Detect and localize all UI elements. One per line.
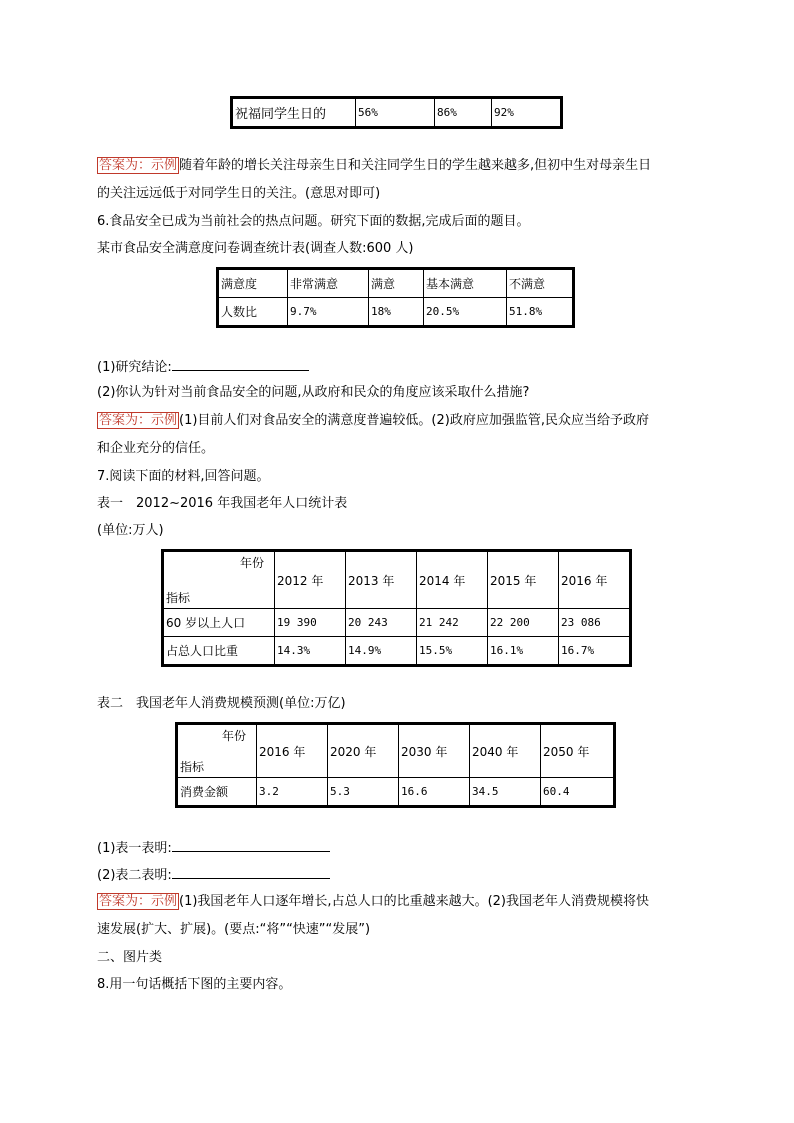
table-header: 2014 年	[417, 551, 488, 609]
answer-5-line-2: 的关注远远低于对同学生日的关注。(意思对即可)	[97, 186, 381, 201]
table-cell: 16.6	[399, 778, 470, 807]
table-cell: 22 200	[488, 609, 559, 637]
table-header: 不满意	[507, 269, 574, 298]
answer-blank	[172, 865, 330, 879]
table-row	[218, 298, 574, 327]
q7-sub-1: (1)表一表明:	[97, 838, 330, 857]
table-cell: 60 岁以上人口	[163, 609, 275, 637]
table2	[175, 722, 616, 808]
q6-table-title: 某市食品安全满意度问卷调查统计表(调查人数:600 人)	[97, 241, 414, 256]
table-row	[163, 609, 631, 637]
table-cell: 86%	[435, 98, 492, 128]
table-header: 满意	[369, 269, 424, 298]
table-cell: 20 243	[346, 609, 417, 637]
table-cell: 15.5%	[417, 637, 488, 666]
table-header: 基本满意	[424, 269, 507, 298]
table-cell: 20.5%	[424, 298, 507, 327]
table-cell: 消费金额	[177, 778, 257, 807]
table-cell: 人数比	[218, 298, 288, 327]
table-row	[177, 778, 615, 807]
answer-blank	[172, 357, 309, 371]
section-heading: 二、图片类	[97, 950, 163, 965]
table1	[161, 549, 632, 667]
table-header: 2013 年	[346, 551, 417, 609]
table-cell: 占总人口比重	[163, 637, 275, 666]
table-cell: 3.2	[257, 778, 328, 807]
table-row	[163, 551, 631, 609]
table-cell: 60.4	[541, 778, 615, 807]
table-cell: 56%	[356, 98, 435, 128]
q6-answer-line-1: 答案为：示例 (1)目前人们对食品安全的满意度普遍较低。(2)政府应加强监管,民众应当给予政府	[99, 413, 649, 428]
table-cell: 5.3	[328, 778, 399, 807]
q6-table	[216, 267, 575, 328]
table-cell: 18%	[369, 298, 424, 327]
table-corner: 年份 指标	[163, 551, 275, 609]
q7-sub-2: (2)表二表明:	[97, 865, 330, 884]
table-row	[218, 269, 574, 298]
table-header: 2016 年	[257, 724, 328, 778]
answer-tag: 答案为：示例	[99, 158, 178, 173]
question-7: 7.阅读下面的材料,回答问题。	[97, 469, 270, 484]
top-table	[230, 96, 563, 129]
q6-answer-line-2: 和企业充分的信任。	[97, 441, 215, 456]
table1-title: 表一 2012~2016 年我国老年人口统计表	[97, 496, 348, 511]
table1-unit: (单位:万人)	[97, 523, 164, 538]
table-cell: 23 086	[559, 609, 631, 637]
table-row	[232, 98, 562, 128]
table-cell: 92%	[492, 98, 562, 128]
table-cell: 9.7%	[288, 298, 369, 327]
table-cell: 16.1%	[488, 637, 559, 666]
question-8: 8.用一句话概括下图的主要内容。	[97, 977, 292, 992]
q7-answer-line-2: 速发展(扩大、扩展)。(要点:“将”“快速”“发展”)	[97, 922, 371, 937]
table-row	[163, 637, 631, 666]
q7-answer-line-1: 答案为：示例 (1)我国老年人口逐年增长,占总人口的比重越来越大。(2)我国老年人消费规模将快	[99, 894, 649, 909]
table-header: 2050 年	[541, 724, 615, 778]
table-cell: 34.5	[470, 778, 541, 807]
table-header: 非常满意	[288, 269, 369, 298]
answer-tag: 答案为：示例	[99, 894, 178, 909]
answer-5-line-1: 答案为：示例 随着年龄的增长关注母亲生日和关注同学生日的学生越来越多,但初中生对母亲生日	[99, 158, 652, 173]
answer-tag: 答案为：示例	[99, 413, 178, 428]
table-cell: 14.3%	[275, 637, 346, 666]
question-6: 6.食品安全已成为当前社会的热点问题。研究下面的数据,完成后面的题目。	[97, 214, 530, 229]
table-header: 2016 年	[559, 551, 631, 609]
q6-sub-2: (2)你认为针对当前食品安全的问题,从政府和民众的角度应该采取什么措施?	[97, 385, 530, 400]
table-header: 2020 年	[328, 724, 399, 778]
table-header: 2030 年	[399, 724, 470, 778]
table-cell: 19 390	[275, 609, 346, 637]
table-cell: 51.8%	[507, 298, 574, 327]
table-cell: 14.9%	[346, 637, 417, 666]
table-row	[177, 724, 615, 778]
table-corner: 年份 指标	[177, 724, 257, 778]
table-header: 满意度	[218, 269, 288, 298]
table-header: 2015 年	[488, 551, 559, 609]
table-cell: 21 242	[417, 609, 488, 637]
table-header: 2040 年	[470, 724, 541, 778]
table-cell: 祝福同学生日的	[232, 98, 356, 128]
answer-blank	[172, 838, 330, 852]
table-header: 2012 年	[275, 551, 346, 609]
table-cell: 16.7%	[559, 637, 631, 666]
q6-sub-1: (1)研究结论:	[97, 357, 309, 376]
table2-title: 表二 我国老年人消费规模预测(单位:万亿)	[97, 696, 346, 711]
